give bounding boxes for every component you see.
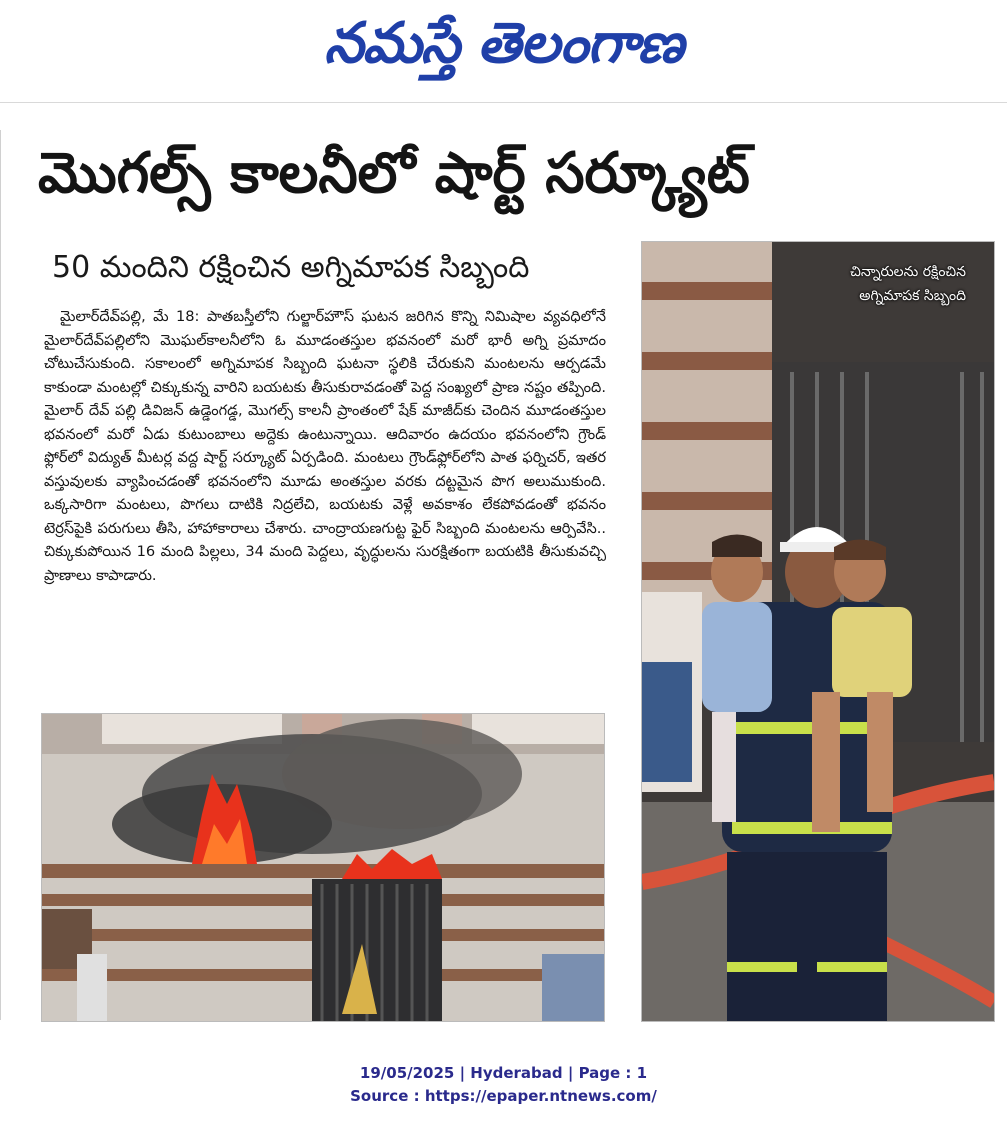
- newspaper-logo: నమస్తే తెలంగాణ: [324, 10, 683, 76]
- building-fire-photo: [41, 713, 605, 1022]
- masthead-divider: [0, 102, 1007, 103]
- article-headline: మొగల్స్ కాలనీలో షార్ట్ సర్క్యూట్: [38, 141, 750, 206]
- article-body: మైలార్‌దేవ్‌పల్లి, మే 18: పాతబస్తీలోని గుల్జార్‌హౌస్ ఘటన జరిగిన కొన్ని నిమిషాల వ్యవధిలోనే మైలార్‌దేవ్‌పల్లిలోని మొఘల్‌కాలనీలోని ఓ మూడంతస్తుల భవనంలో మరో భారీ అగ్ని ప్రమాదం చోటుచేసుకుంది. సకాలంలో అగ్నిమాపక సిబ్బంది ఘటనా స్థలికి చేరుకుని మంటలను ఆర్పడమే కాకుండా మంటల్లో చిక్కుకున్న వారిని బయటకు తీసుకురావడంతో పెద్ద సంఖ్యలో ప్రాణ నష్టం తప్పింది. మైలార్ దేవ్ పల్లి డివిజన్ ఉడ్డెంగడ్డ, మొగల్స్ కాలనీ ప్రాంతంలో షేక్ మాజీద్‌కు చెందిన మూడంతస్తుల భవనంలో మరో ఏడు కుటుంబాలు అద్దెకు ఉంటున్నాయి. ఆదివారం ఉదయం భవనంలోని గ్రౌండ్ ఫ్లోర్‌లో విద్యుత్ మీటర్ల వద్ద షార్ట్ సర్క్యూట్ ఏర్పడింది. మంటలు గ్రౌండ్‌ఫ్లోర్‌లోని పాత ఫర్నిచర్, ఇతర వస్తువులకు వ్యాపించడంతో భవనంలోని మూడు అంతస్తుల వరకు దట్టమైన పొగ అలుముకుంది. ఒక్కసారిగా మంటలు, పొగలు దాటికి నిద్రలేచి, బయటకు వెళ్లే అవకాశం లేకపోవడంతో భవనం టెర్రస్‌పైకి పరుగులు తీసి, హాహాకారాలు చేశారు. చాంద్రాయణగుట్ట ఫైర్ సిబ్బంది మంటలను ఆర్పివేసి.. చిక్కుకుపోయిన 16 మంది పిల్లలు, 34 మంది పెద్దలు, వృద్ధులను సురక్షితంగా బయటికి తీసుకువచ్చి ప్రాణాలు కాపాడారు.: [44, 308, 606, 584]
- photo-caption: చిన్నారులను రక్షించిన అగ్నిమాపక సిబ్బంది: [850, 264, 966, 304]
- footer-source: Source : https://epaper.ntnews.com/: [350, 1087, 657, 1105]
- firefighter-rescue-photo: [641, 241, 995, 1022]
- article-border: [0, 130, 1, 1020]
- article-subheadline: 50 మందిని రక్షించిన అగ్నిమాపక సిబ్బంది: [52, 250, 530, 285]
- masthead: [0, 0, 1007, 100]
- footer-date-edition: 19/05/2025 | Hyderabad | Page : 1: [359, 1064, 648, 1082]
